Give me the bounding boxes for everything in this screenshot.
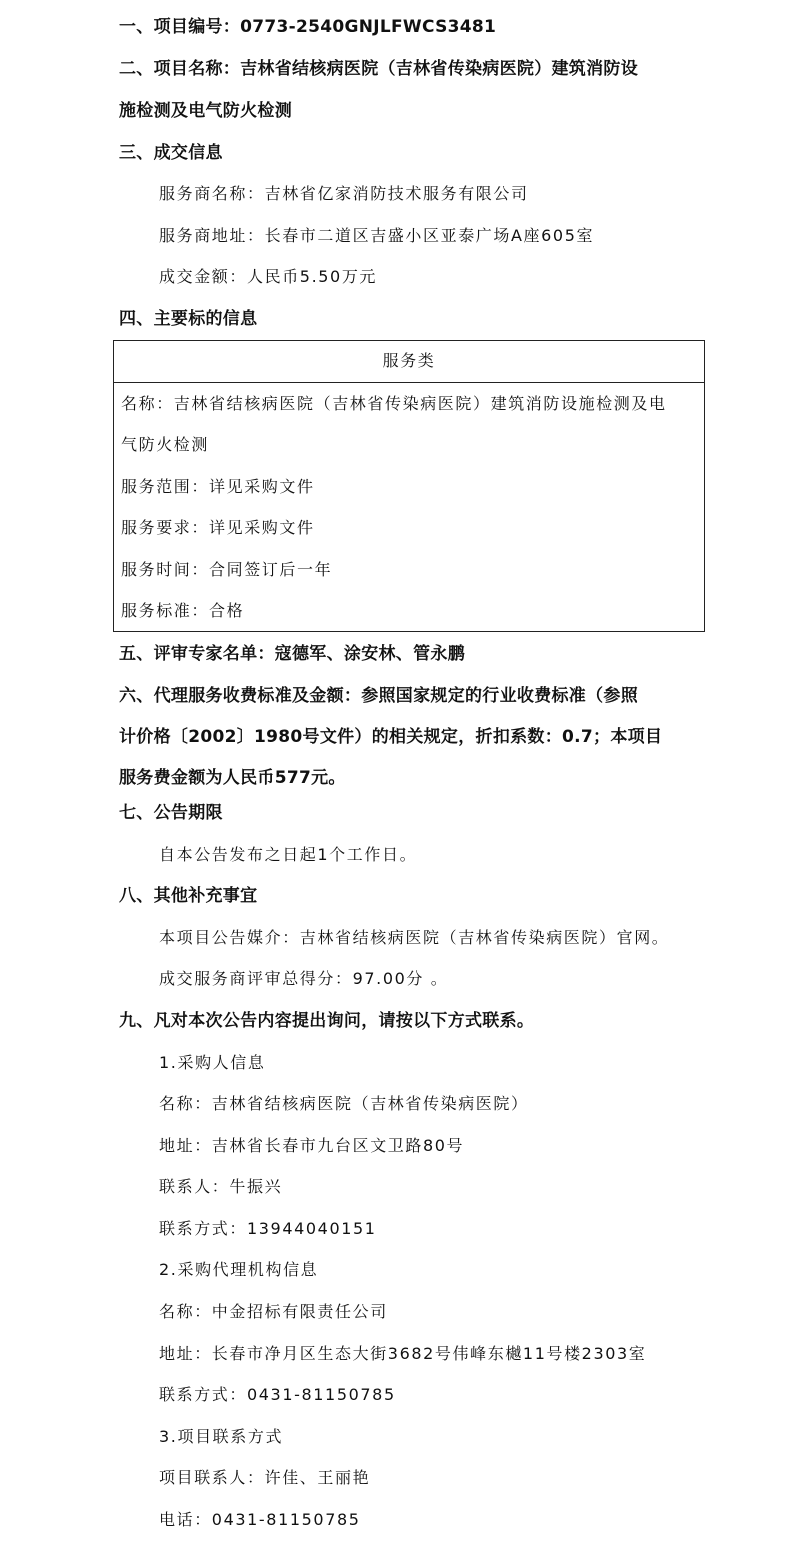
agency-fee-heading-end: 服务费金额为人民币577元。 bbox=[119, 768, 346, 788]
project-phone: 电话：0431-81150785 bbox=[159, 1510, 361, 1529]
buyer-info-title: 1.采购人信息 bbox=[159, 1053, 266, 1072]
project-name-heading-cont: 施检测及电气防火检测 bbox=[119, 101, 292, 121]
buyer-name: 名称：吉林省结核病医院（吉林省传染病医院） bbox=[159, 1094, 529, 1113]
review-score: 成交服务商评审总得分：97.00分 。 bbox=[159, 969, 449, 988]
deal-info-heading: 三、成交信息 bbox=[119, 143, 223, 163]
table-service-name: 名称：吉林省结核病医院（吉林省传染病医院）建筑消防设施检测及电 bbox=[121, 394, 667, 413]
agency-address: 地址：长春市净月区生态大街3682号伟峰东樾11号楼2303室 bbox=[159, 1344, 647, 1363]
table-service-requirement: 服务要求：详见采购文件 bbox=[121, 518, 315, 537]
table-service-name-cont: 气防火检测 bbox=[121, 435, 210, 454]
table-header-row bbox=[114, 341, 704, 383]
project-number-heading: 一、项目编号：0773-2540GNJLFWCS3481 bbox=[119, 17, 497, 37]
deal-amount: 成交金额：人民币5.50万元 bbox=[159, 267, 378, 286]
buyer-contact-person: 联系人：牛振兴 bbox=[159, 1177, 283, 1196]
agency-fee-heading-cont: 计价格〔2002〕1980号文件）的相关规定，折扣系数：0.7；本项目 bbox=[119, 727, 663, 747]
agency-info-title: 2.采购代理机构信息 bbox=[159, 1260, 319, 1279]
project-contact-title: 3.项目联系方式 bbox=[159, 1427, 284, 1446]
notice-period-heading: 七、公告期限 bbox=[119, 803, 223, 823]
experts-heading: 五、评审专家名单：寇德军、涂安林、管永鹏 bbox=[119, 644, 465, 664]
table-service-time: 服务时间：合同签订后一年 bbox=[121, 560, 333, 579]
buyer-phone: 联系方式：13944040151 bbox=[159, 1219, 377, 1238]
table-service-scope: 服务范围：详见采购文件 bbox=[121, 477, 315, 496]
contact-heading: 九、凡对本次公告内容提出询问，请按以下方式联系。 bbox=[119, 1011, 535, 1031]
table-service-standard: 服务标准：合格 bbox=[121, 601, 245, 620]
project-contact-persons: 项目联系人：许佳、王丽艳 bbox=[159, 1468, 371, 1487]
table-header-service-type: 服务类 bbox=[382, 351, 436, 370]
agency-name: 名称：中金招标有限责任公司 bbox=[159, 1302, 388, 1321]
supplier-name: 服务商名称：吉林省亿家消防技术服务有限公司 bbox=[159, 184, 529, 203]
supplier-address: 服务商地址：长春市二道区吉盛小区亚泰广场A座605室 bbox=[159, 226, 595, 245]
announcement-media: 本项目公告媒介：吉林省结核病医院（吉林省传染病医院）官网。 bbox=[159, 928, 670, 947]
other-matters-heading: 八、其他补充事宜 bbox=[119, 886, 258, 906]
agency-phone: 联系方式：0431-81150785 bbox=[159, 1385, 396, 1404]
subject-info-heading: 四、主要标的信息 bbox=[119, 309, 258, 329]
notice-period-text: 自本公告发布之日起1个工作日。 bbox=[159, 845, 418, 864]
project-name-heading: 二、项目名称：吉林省结核病医院（吉林省传染病医院）建筑消防设 bbox=[119, 59, 638, 79]
agency-fee-heading: 六、代理服务收费标准及金额：参照国家规定的行业收费标准（参照 bbox=[119, 686, 638, 706]
buyer-address: 地址：吉林省长春市九台区文卫路80号 bbox=[159, 1136, 465, 1155]
